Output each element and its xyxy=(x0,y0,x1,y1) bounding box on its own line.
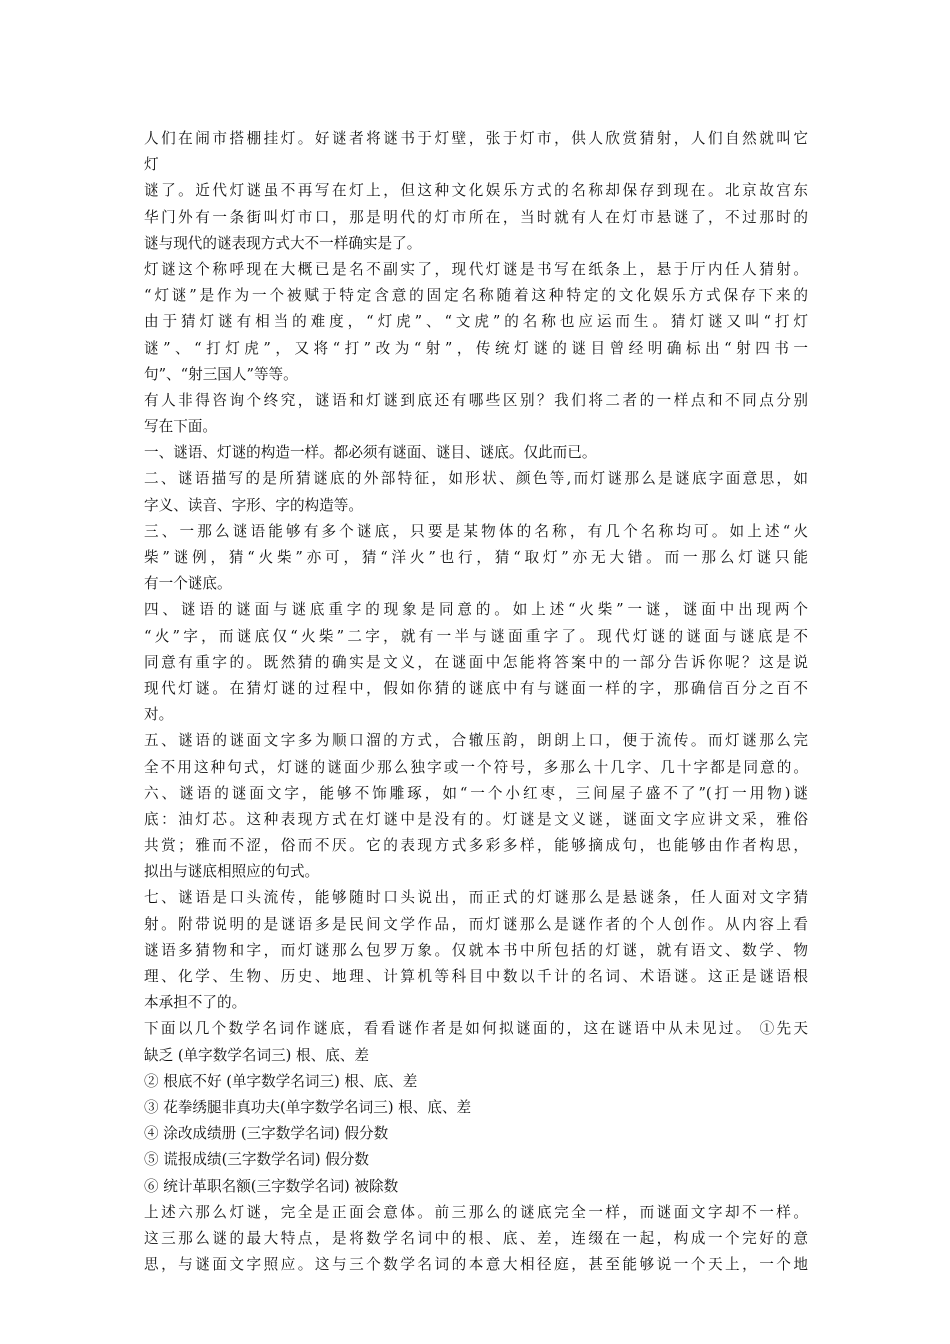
document-body xyxy=(144,126,808,1278)
text-line: 思，与谜面文字照应。这与三个数学名词的本意大相径庭，甚至能够说一个天上，一个地 xyxy=(144,1256,808,1274)
text-line: 由于猜灯谜有相当的难度，“灯虎”、“文虎”的名称也应运而生。猜灯谜又叫“打灯 xyxy=(144,313,808,331)
text-line: 射。附带说明的是谜语多是民间文学作品，而灯谜那么是谜作者的个人创作。从内容上看 xyxy=(144,915,808,933)
text-line: 理、化学、生物、历史、地理、计算机等科目中数以千计的名词、术语谜。这正是谜语根 xyxy=(144,968,808,985)
text-line: 现代灯谜。在猜灯谜的过程中，假如你猜的谜底中有与谜面一样的字，那确信百分之百不 xyxy=(144,679,808,697)
text-line: 六、谜语的谜面文字，能够不饰雕琢，如“一个小红枣，三间屋子盛不了”(打一用物)谜 xyxy=(144,784,808,802)
text-line: 下面以几个数学名词作谜底，看看谜作者是如何拟谜面的，这在谜语中从未见过。 ①先天 xyxy=(144,1020,808,1038)
text-line: 七、谜语是口头流传，能够随时口头说出，而正式的灯谜那么是悬谜条，任人面对文字猜 xyxy=(144,889,808,907)
text-line: 缺乏 (单字数学名词三) 根、底、差 xyxy=(144,1046,369,1064)
text-line: 共赏；雅而不涩，俗而不厌。它的表现方式多彩多样，能够摘成句，也能够由作者构思， xyxy=(144,837,808,855)
text-line: ② 根底不好 (单字数学名词三) 根、底、差 xyxy=(144,1072,418,1090)
text-line: 五、谜语的谜面文字多为顺口溜的方式，合辙压韵，朗朗上口，便于流传。而灯谜那么完 xyxy=(144,732,808,750)
text-line: 有人非得咨询个终究，谜语和灯谜到底还有哪些区别？我们将二者的一样点和不同点分别 xyxy=(144,391,808,409)
text-line: ③ 花拳绣腿非真功夫(单字数学名词三) 根、底、差 xyxy=(144,1098,472,1116)
text-line: 同意有重字的。既然猜的确实是文义，在谜面中怎能将答案中的一部分告诉你呢？这是说 xyxy=(144,653,808,671)
text-line: 四、谜语的谜面与谜底重字的现象是同意的。如上述“火柴”一谜，谜面中出现两个 xyxy=(144,601,808,619)
text-line: 底：油灯芯。这种表现方式在灯谜中是没有的。灯谜是文义谜，谜面文字应讲文采，雅俗 xyxy=(144,810,808,828)
text-line: 谜语多猜物和字，而灯谜那么包罗万象。仅就本书中所包括的灯谜，就有语文、数学、物 xyxy=(144,941,808,959)
text-line: “灯谜”是作为一个被赋于特定含意的固定名称随着这种特定的文化娱乐方式保存下来的 xyxy=(144,287,808,305)
text-line: 这三那么谜的最大特点，是将数学名词中的根、底、差，连缀在一起，构成一个完好的意 xyxy=(144,1229,808,1247)
text-line: 灯谜这个称呼现在大概已是名不副实了，现代灯谜是书写在纸条上，悬于厅内任人猜射。 xyxy=(144,260,808,278)
text-line: 灯 xyxy=(144,156,159,174)
text-line: ⑤ 谎报成绩(三字数学名词) 假分数 xyxy=(144,1151,369,1169)
text-line: 三、一那么谜语能够有多个谜底，只要是某物体的名称，有几个名称均可。如上述“火 xyxy=(144,522,808,540)
text-line: 本承担不了的。 xyxy=(144,994,247,1012)
text-line: 谜与现代的谜表现方式大不一样确实是了。 xyxy=(144,234,422,252)
text-line: 写在下面。 xyxy=(144,418,217,436)
text-line: 一、谜语、灯谜的构造一样。都必须有谜面、谜目、谜底。仅此而已。 xyxy=(144,444,597,462)
text-line: 句”、“射三国人”等等。 xyxy=(144,365,298,383)
text-line: 华门外有一条街叫灯市口，那是明代的灯市所在，当时就有人在灯市悬谜了，不过那时的 xyxy=(144,208,808,226)
text-line: 上述六那么灯谜，完全是正面会意体。前三那么的谜底完全一样，而谜面文字却不一样。 xyxy=(144,1203,808,1221)
text-line: 柴”谜例，猜“火柴”亦可，猜“洋火”也行，猜“取灯”亦无大错。而一那么灯谜只能 xyxy=(144,549,808,566)
text-line: ④ 涂改成绩册 (三字数学名词) 假分数 xyxy=(144,1125,389,1143)
text-line: 对。 xyxy=(144,706,174,724)
text-line: 谜了。近代灯谜虽不再写在灯上，但这种文化娱乐方式的名称却保存到现在。北京故宫东 xyxy=(144,182,808,200)
text-line: “火”字，而谜底仅“火柴”二字，就有一半与谜面重字了。现代灯谜的谜面与谜底是不 xyxy=(144,627,808,645)
text-line: 谜”、“打灯虎”，又将“打”改为“射”，传统灯谜的谜目曾经明确标出“射四书一 xyxy=(144,339,808,357)
text-line: 人们在闹市搭棚挂灯。好谜者将谜书于灯壁，张于灯市，供人欣赏猜射，人们自然就叫它 xyxy=(144,130,808,147)
text-line: 二、谜语描写的是所猜谜底的外部特征，如形状、颜色等,而灯谜那么是谜底字面意思，如 xyxy=(144,470,808,488)
text-line: 拟出与谜底相照应的句式。 xyxy=(144,863,320,881)
text-line: 有一个谜底。 xyxy=(144,575,232,593)
text-line: 字义、读音、字形、字的构造等。 xyxy=(144,496,363,514)
text-line: ⑥ 统计革职名额(三字数学名词) 被除数 xyxy=(144,1177,399,1195)
text-line: 全不用这种句式，灯谜的谜面少那么独字或一个符号，多那么十几字、几十字都是同意的。 xyxy=(144,758,808,776)
